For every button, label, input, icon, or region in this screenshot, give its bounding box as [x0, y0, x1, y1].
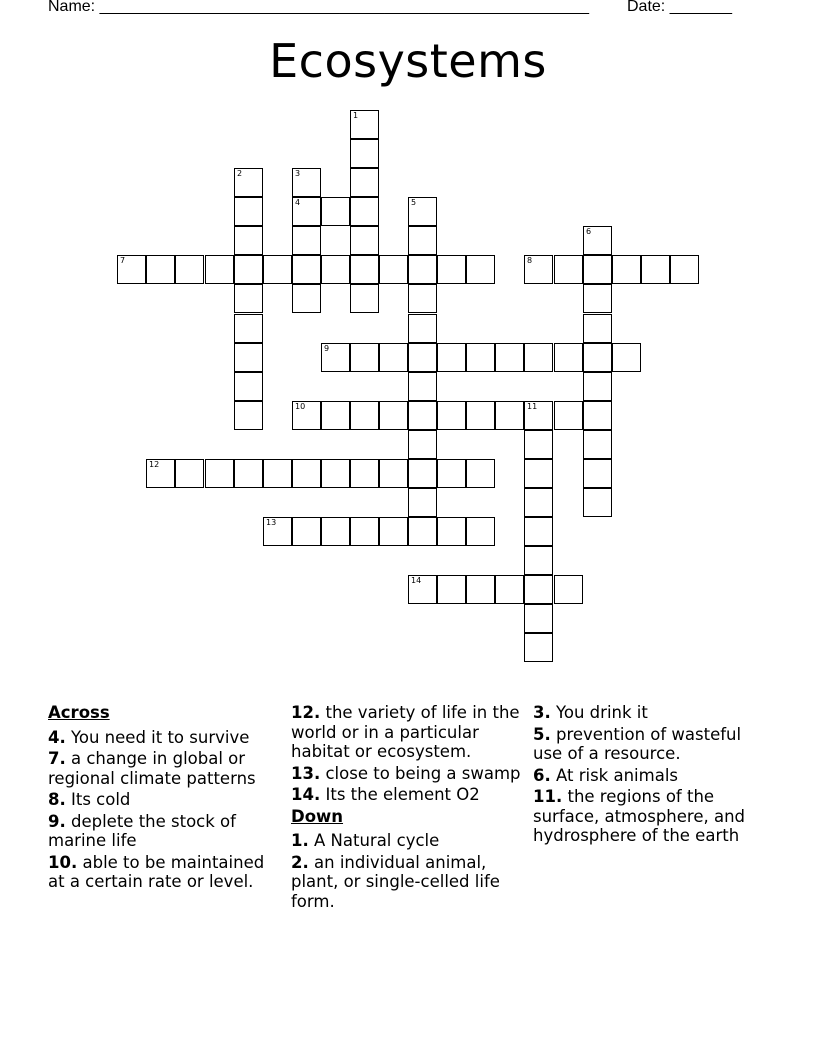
across-heading: Across [48, 703, 110, 722]
crossword-cell[interactable] [554, 255, 583, 284]
cell-number: 12 [149, 460, 160, 469]
crossword-cell[interactable] [175, 255, 204, 284]
crossword-cell[interactable] [350, 110, 379, 139]
crossword-cell[interactable] [408, 343, 437, 372]
crossword-cell[interactable] [234, 372, 263, 401]
page-title: Ecosystems [269, 34, 547, 88]
cell-number: 6 [586, 227, 592, 236]
crossword-cell[interactable] [350, 255, 379, 284]
crossword-cell[interactable] [466, 517, 495, 546]
down-heading: Down [291, 806, 344, 826]
crossword-cell[interactable] [350, 284, 379, 313]
crossword-cell[interactable] [234, 284, 263, 313]
crossword-cell[interactable] [292, 517, 321, 546]
crossword-cell[interactable] [524, 546, 553, 575]
clue-across-8: 8. Its cold [48, 790, 131, 809]
crossword-cell[interactable] [524, 633, 553, 662]
clue-column-2 [291, 703, 526, 913]
crossword-cell[interactable] [146, 255, 175, 284]
cell-number: 1 [353, 111, 359, 120]
cell-number: 2 [237, 169, 243, 178]
crossword-cell[interactable] [379, 459, 408, 488]
crossword-cell[interactable] [524, 255, 553, 284]
crossword-cell[interactable] [175, 459, 204, 488]
crossword-cell[interactable] [117, 255, 146, 284]
clue-across-10: 10. able to be maintained at a certain rate or level. [48, 852, 265, 891]
crossword-cell[interactable] [350, 401, 379, 430]
crossword-cell[interactable] [495, 401, 524, 430]
crossword-cell[interactable] [408, 517, 437, 546]
crossword-cell[interactable] [263, 517, 292, 546]
clue-column-3 [533, 703, 773, 848]
crossword-cell[interactable] [408, 226, 437, 255]
crossword-cell[interactable] [583, 343, 612, 372]
crossword-cell[interactable] [292, 197, 321, 226]
clue-across-12: 12. the variety of life in the world or in a particular habitat or ecosystem. [291, 703, 520, 761]
crossword-cell[interactable] [234, 314, 263, 343]
crossword-cell[interactable] [408, 401, 437, 430]
crossword-cell[interactable] [554, 343, 583, 372]
crossword-cell[interactable] [408, 255, 437, 284]
crossword-cell[interactable] [292, 255, 321, 284]
clue-across-9: 9. deplete the stock of marine life [48, 811, 236, 850]
crossword-cell[interactable] [612, 343, 641, 372]
crossword-cell[interactable] [524, 459, 553, 488]
crossword-cell[interactable] [408, 575, 437, 604]
clue-across-14: 14. Its the element O2 [291, 785, 480, 804]
crossword-cell[interactable] [321, 517, 350, 546]
cell-number: 5 [411, 198, 417, 207]
crossword-cell[interactable] [350, 459, 379, 488]
crossword-cell[interactable] [350, 197, 379, 226]
clue-column-1 [48, 703, 280, 894]
clue-down-3: 3. You drink it [533, 703, 648, 722]
crossword-cell[interactable] [583, 372, 612, 401]
crossword-cell[interactable] [321, 197, 350, 226]
crossword-cell[interactable] [583, 284, 612, 313]
crossword-cell[interactable] [437, 401, 466, 430]
crossword-cell[interactable] [350, 226, 379, 255]
cell-number: 14 [411, 576, 422, 585]
crossword-cell[interactable] [583, 401, 612, 430]
crossword-cell[interactable] [234, 401, 263, 430]
crossword-cell[interactable] [408, 284, 437, 313]
crossword-cell[interactable] [146, 459, 175, 488]
crossword-cell[interactable] [234, 343, 263, 372]
crossword-cell[interactable] [379, 343, 408, 372]
crossword-cell[interactable] [350, 139, 379, 168]
crossword-cell[interactable] [583, 488, 612, 517]
crossword-cell[interactable] [524, 604, 553, 633]
clue-down-1: 1. A Natural cycle [291, 831, 440, 850]
crossword-cell[interactable] [466, 255, 495, 284]
crossword-cell[interactable] [583, 255, 612, 284]
crossword-cell[interactable] [583, 314, 612, 343]
crossword-cell[interactable] [408, 197, 437, 226]
clue-across-4: 4. You need it to survive [48, 727, 250, 747]
cell-number: 4 [295, 198, 301, 207]
crossword-cell[interactable] [292, 459, 321, 488]
crossword-cell[interactable] [408, 314, 437, 343]
crossword-cell[interactable] [292, 226, 321, 255]
cell-number: 3 [295, 169, 301, 178]
crossword-cell[interactable] [524, 575, 553, 604]
crossword-cell[interactable] [495, 343, 524, 372]
crossword-cell[interactable] [321, 343, 350, 372]
clue-across-7: 7. a change in global or regional climate patterns [48, 749, 256, 788]
crossword-cell[interactable] [524, 430, 553, 459]
crossword-cell[interactable] [524, 488, 553, 517]
clue-down-6: 6. At risk animals [533, 765, 678, 785]
cell-number: 11 [527, 402, 538, 411]
crossword-cell[interactable] [350, 168, 379, 197]
crossword-cell[interactable] [612, 255, 641, 284]
clue-across-13: 13. close to being a swamp [291, 763, 521, 783]
name-line: Name: _______________________________________________________ [48, 0, 589, 15]
crossword-cell[interactable] [437, 255, 466, 284]
crossword-cell[interactable] [234, 459, 263, 488]
crossword-cell[interactable] [292, 401, 321, 430]
crossword-cell[interactable] [234, 168, 263, 197]
crossword-cell[interactable] [321, 459, 350, 488]
crossword-cell[interactable] [408, 459, 437, 488]
crossword-cell[interactable] [524, 401, 553, 430]
cell-number: 9 [324, 344, 330, 353]
crossword-cell[interactable] [466, 401, 495, 430]
clue-down-5: 5. prevention of wasteful use of a resource. [533, 724, 742, 763]
crossword-cell[interactable] [350, 343, 379, 372]
crossword-cell[interactable] [292, 168, 321, 197]
crossword-cell[interactable] [321, 401, 350, 430]
cell-number: 10 [295, 402, 306, 411]
crossword-cell[interactable] [437, 575, 466, 604]
date-line: Date: _______ [627, 0, 732, 15]
cell-number: 7 [120, 256, 126, 265]
crossword-cell[interactable] [495, 575, 524, 604]
crossword-cell[interactable] [205, 255, 234, 284]
crossword-cell[interactable] [466, 459, 495, 488]
crossword-cell[interactable] [670, 255, 699, 284]
crossword-cell[interactable] [641, 255, 670, 284]
crossword-cell[interactable] [205, 459, 234, 488]
crossword-cell[interactable] [263, 255, 292, 284]
crossword-cell[interactable] [234, 226, 263, 255]
crossword-cell[interactable] [524, 343, 553, 372]
crossword-cell[interactable] [437, 343, 466, 372]
crossword-cell[interactable] [234, 197, 263, 226]
crossword-cell[interactable] [583, 459, 612, 488]
crossword-cell[interactable] [408, 488, 437, 517]
crossword-cell[interactable] [379, 401, 408, 430]
crossword-cell[interactable] [379, 255, 408, 284]
crossword-cell[interactable] [408, 372, 437, 401]
clue-down-11: 11. the regions of the surface, atmosphere, and hydrosphere of the earth [533, 787, 746, 845]
crossword-cell[interactable] [263, 459, 292, 488]
crossword-cell[interactable] [554, 401, 583, 430]
crossword-cell[interactable] [437, 517, 466, 546]
crossword-cell[interactable] [583, 226, 612, 255]
crossword-cell[interactable] [234, 255, 263, 284]
crossword-cell[interactable] [583, 430, 612, 459]
cell-number: 8 [527, 256, 533, 265]
clue-down-2: 2. an individual animal, plant, or single-celled life form. [291, 852, 500, 911]
crossword-cell[interactable] [321, 255, 350, 284]
crossword-cell[interactable] [350, 517, 379, 546]
cell-number: 13 [266, 518, 277, 527]
crossword-cell[interactable] [524, 517, 553, 546]
crossword-cell[interactable] [466, 575, 495, 604]
crossword-cell[interactable] [466, 343, 495, 372]
crossword-cell[interactable] [437, 459, 466, 488]
crossword-cell[interactable] [379, 517, 408, 546]
crossword-cell[interactable] [292, 284, 321, 313]
crossword-cell[interactable] [554, 575, 583, 604]
crossword-cell[interactable] [408, 430, 437, 459]
